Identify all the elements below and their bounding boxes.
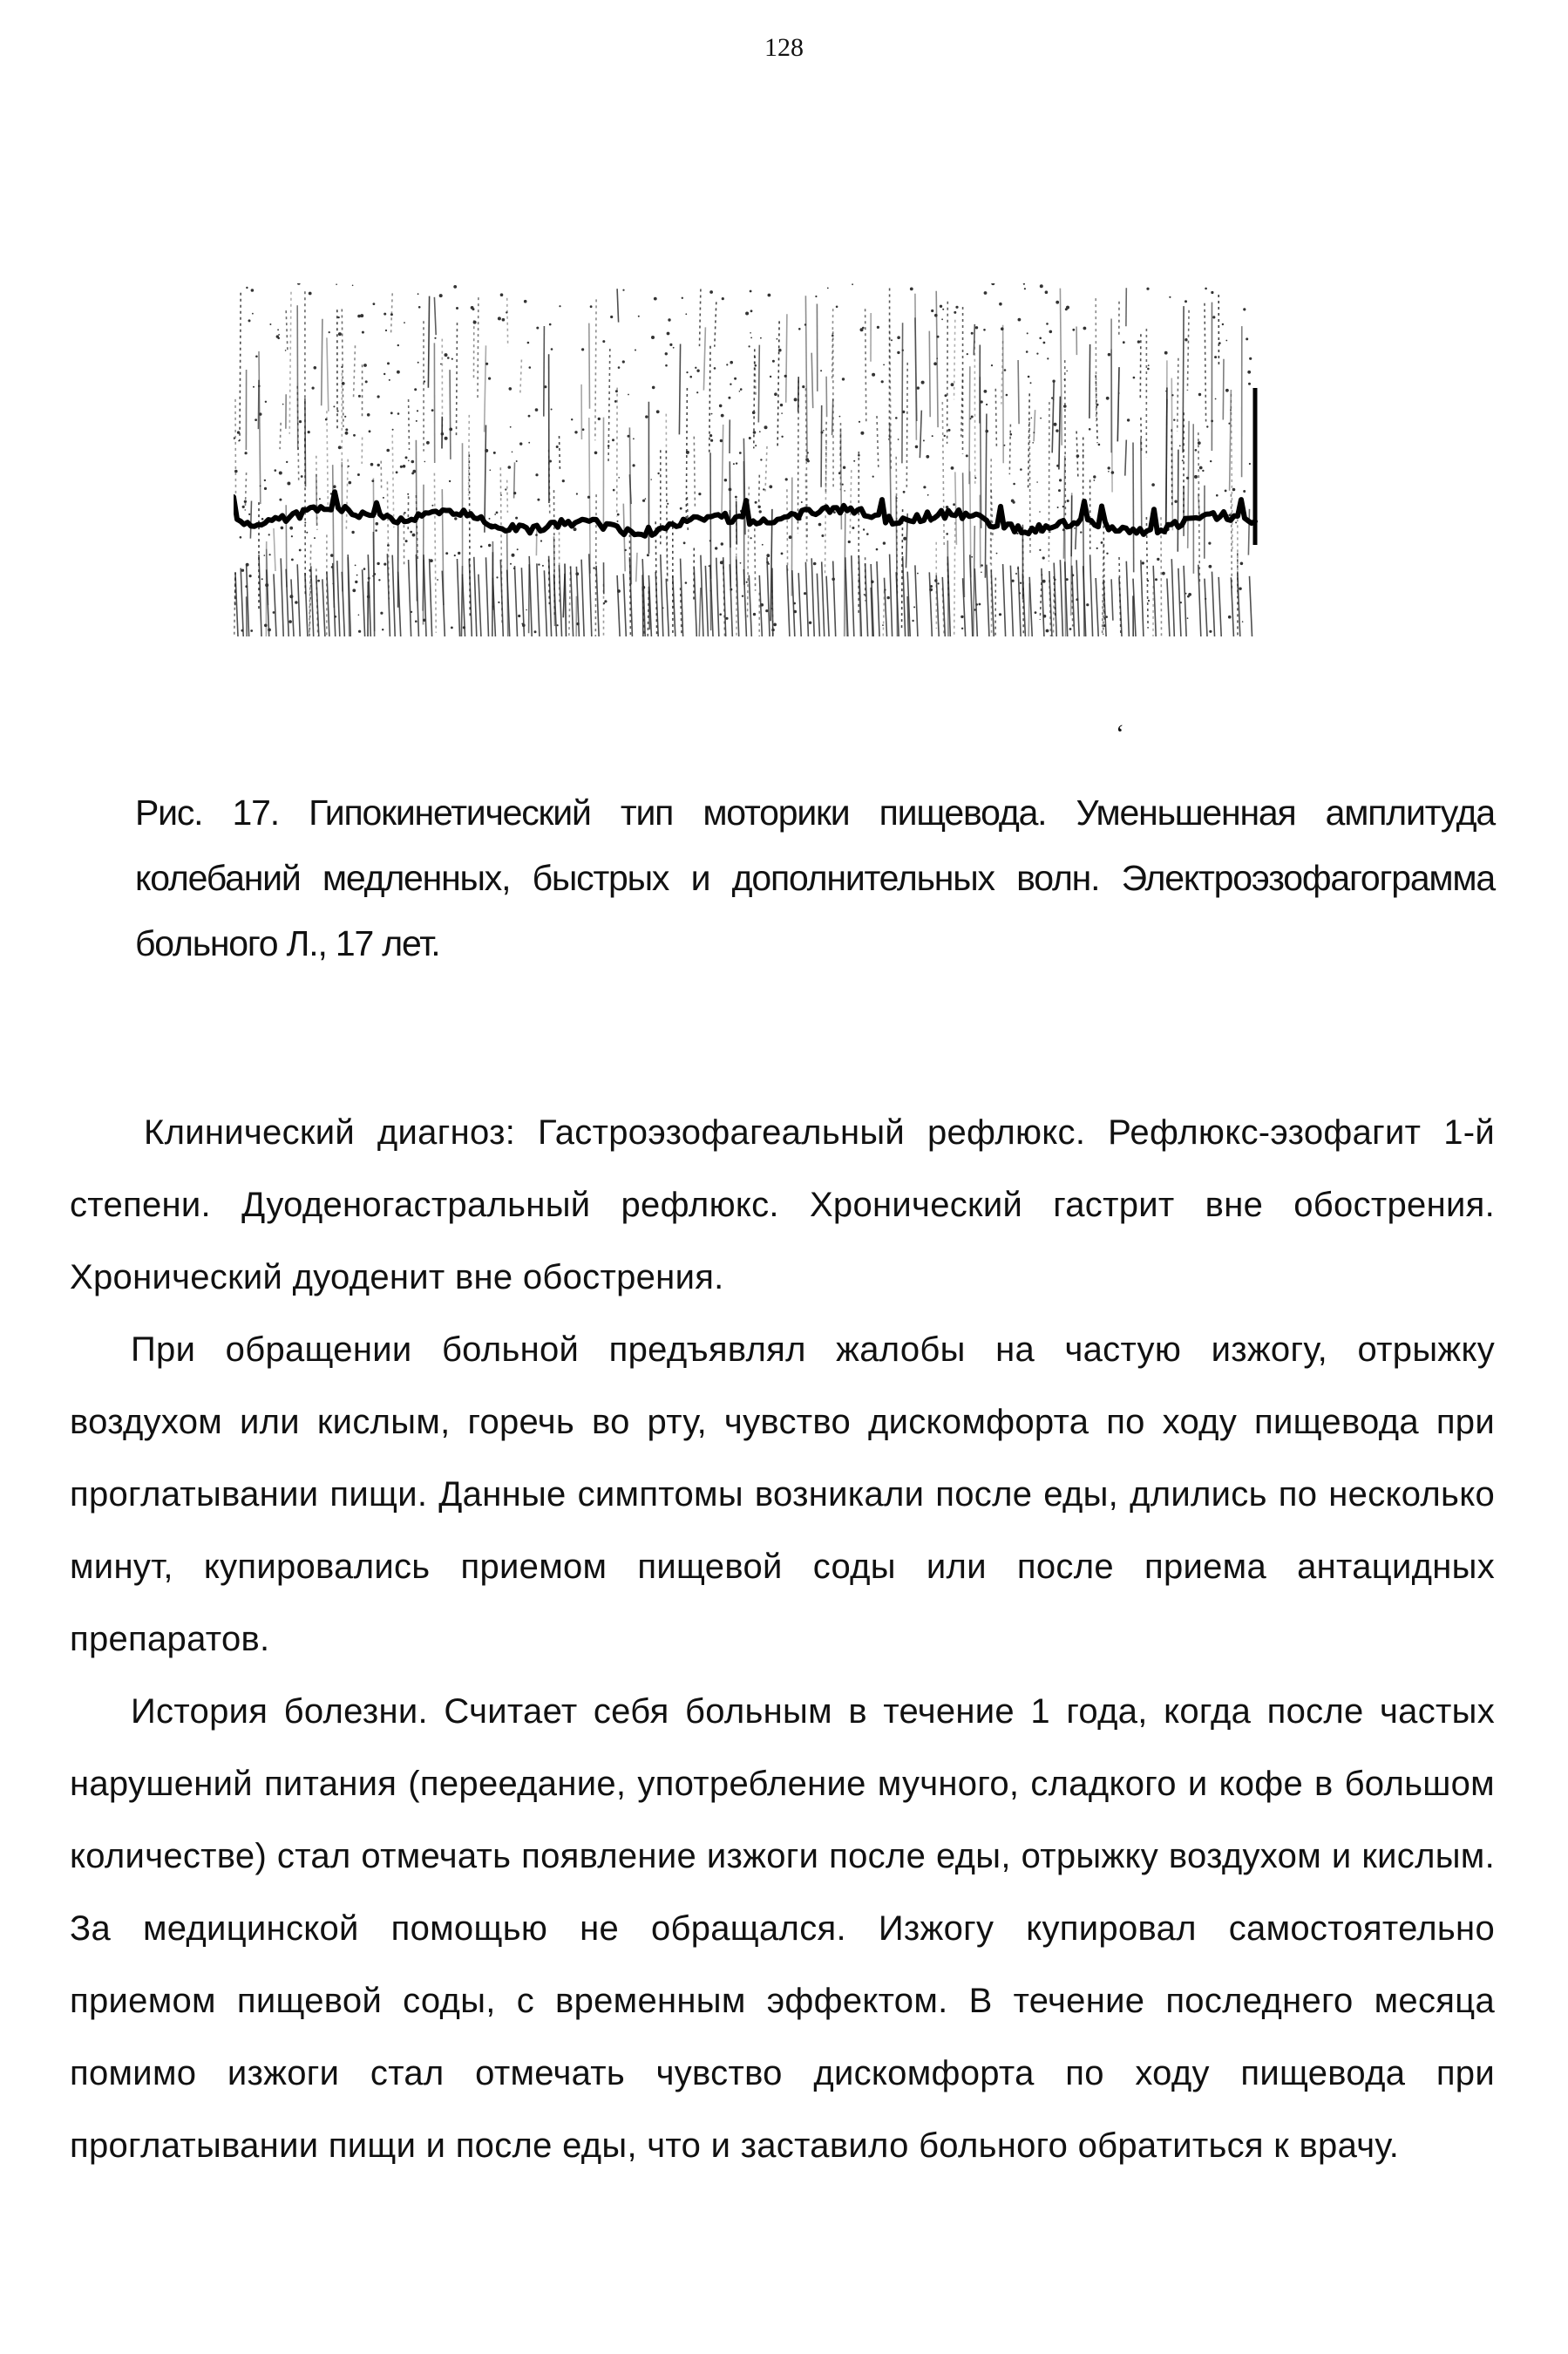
history-paragraph: История болезни. Считает себя больным в течение 1 года, когда после частых нарушений питания (переедание, употребление мучного, сладкого и кофе в большом количестве) стал отмечать появление изжоги после еды, отрыжку воздухом и кислым. За медицинской помощью не обращался. Изжогу купировал самостоятельно приемом пищевой соды, с временным эффектом. В течение последнего месяца помимо изжоги стал отмечать чувство дискомфорта по ходу пищевода при проглатывании пищи и после еды, что и заставило больного обратиться к врачу.	[70, 1692, 1495, 2165]
complaints-paragraph: При обращении больной предъявлял жалобы на частую изжогу, отрыжку воздухом или кислым, горечь во рту, чувство дискомфорта по ходу пищевода при проглатывании пищи. Данные симптомы возникали после еды, длились по несколько минут, купировались приемом пищевой соды или после приема антацидных препаратов.	[70, 1330, 1495, 1658]
page-number: 128	[764, 33, 804, 62]
stray-mark: ʻ	[1116, 719, 1124, 748]
figure-caption: Рис. 17. Гипокинетический тип моторики пищевода. Уменьшенная амплитуда колебаний медленных, быстрых и дополнительных волн. Электроэзофагограмма больного Л., 17 лет.	[135, 793, 1495, 963]
main-text	[70, 1097, 1495, 2182]
electroesophagogram-figure	[234, 283, 1262, 641]
electroesophagogram-image	[234, 283, 1262, 641]
diagnosis-paragraph: Клинический диагноз: Гастроэзофагеальный рефлюкс. Рефлюкс-эзофагит 1-й степени. Дуоденогастральный рефлюкс. Хронический гастрит вне обострения. Хронический дуоденит вне обострения.	[70, 1113, 1495, 1296]
